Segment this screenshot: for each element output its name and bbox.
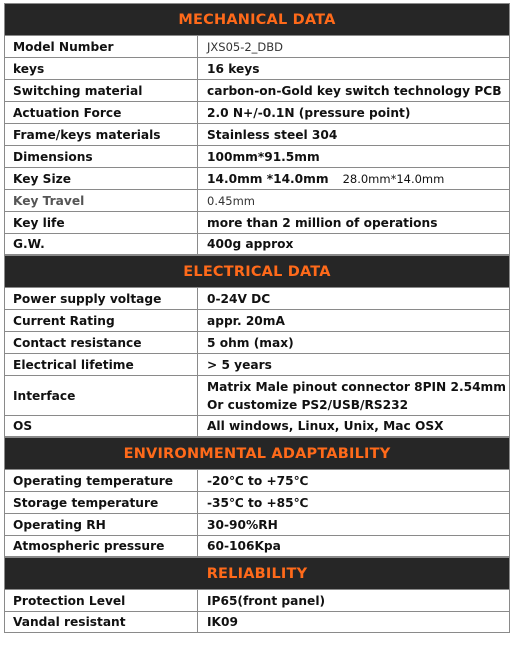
section-header-mechanical: MECHANICAL DATA: [5, 3, 509, 35]
table-row: [5, 491, 509, 513]
electrical-section: [4, 255, 510, 437]
row-value-primary: 14.0mm *14.0mm: [207, 171, 329, 186]
row-label: keys: [5, 58, 198, 79]
table-row: [5, 79, 509, 101]
row-label: Operating RH: [5, 514, 198, 535]
table-row: [5, 469, 509, 491]
table-row: [5, 611, 509, 633]
row-value: 400g approx: [207, 237, 294, 251]
table-row: [5, 331, 509, 353]
row-value: 2.0 N+/-0.1N (pressure point): [207, 105, 411, 120]
section-header-reliability: RELIABILITY: [5, 557, 509, 589]
table-row: [5, 287, 509, 309]
spec-table: [4, 3, 510, 633]
row-value: -35℃ to +85℃: [207, 495, 309, 510]
table-row: [5, 535, 509, 557]
row-value: JXS05-2_DBD: [207, 39, 284, 54]
row-value: 5 ohm (max): [207, 335, 294, 350]
table-row: [5, 211, 509, 233]
row-label: Key Travel: [5, 190, 198, 211]
row-label: Switching material: [5, 80, 198, 101]
row-value: > 5 years: [207, 357, 272, 372]
row-value: 60-106Kpa: [207, 539, 281, 553]
table-row: [5, 513, 509, 535]
row-label: Interface: [5, 376, 198, 415]
row-value-line-2: Or customize PS2/USB/RS232: [207, 397, 409, 412]
row-label: Storage temperature: [5, 492, 198, 513]
table-row: [5, 353, 509, 375]
section-header-electrical: ELECTRICAL DATA: [5, 255, 509, 287]
row-label: G.W.: [5, 234, 198, 254]
row-value: appr. 20mA: [207, 313, 285, 328]
row-label: Frame/keys materials: [5, 124, 198, 145]
table-row: [5, 57, 509, 79]
table-row: [5, 309, 509, 331]
table-row: [5, 101, 509, 123]
row-value-line-1: Matrix Male pinout connector 8PIN 2.54mm: [207, 379, 506, 394]
row-label: Model Number: [5, 36, 198, 57]
row-value-secondary: 28.0mm*14.0mm: [342, 171, 445, 186]
table-row: [5, 167, 509, 189]
row-label: Key Size: [5, 168, 198, 189]
row-value: IK09: [207, 615, 238, 629]
row-value: -20℃ to +75℃: [207, 473, 309, 488]
row-value: [198, 168, 509, 189]
table-row: [5, 415, 509, 437]
row-label: Vandal resistant: [5, 612, 198, 632]
row-value: Stainless steel 304: [207, 127, 338, 142]
row-value: more than 2 million of operations: [207, 215, 438, 230]
row-label: Key life: [5, 212, 198, 233]
table-row: [5, 35, 509, 57]
mechanical-section: [4, 3, 510, 255]
row-label: Electrical lifetime: [5, 354, 198, 375]
table-row: [5, 589, 509, 611]
row-label: OS: [5, 416, 198, 436]
row-label: Atmospheric pressure: [5, 536, 198, 556]
table-row: [5, 145, 509, 167]
row-value: carbon-on-Gold key switch technology PCB: [207, 83, 502, 98]
row-label: Protection Level: [5, 590, 198, 611]
table-row: [5, 233, 509, 255]
table-row: [5, 375, 509, 415]
row-value: 16 keys: [207, 61, 260, 76]
environmental-section: [4, 437, 510, 557]
row-value: 0-24V DC: [207, 291, 271, 306]
row-value: [198, 376, 509, 415]
row-label: Operating temperature: [5, 470, 198, 491]
row-value: 100mm*91.5mm: [207, 149, 320, 164]
table-row: [5, 189, 509, 211]
table-row: [5, 123, 509, 145]
reliability-section: [4, 557, 510, 633]
row-value: All windows, Linux, Unix, Mac OSX: [207, 419, 444, 433]
row-label: Current Rating: [5, 310, 198, 331]
row-value: IP65(front panel): [207, 593, 326, 608]
section-header-environmental: ENVIRONMENTAL ADAPTABILITY: [5, 437, 509, 469]
row-label: Contact resistance: [5, 332, 198, 353]
row-label: Actuation Force: [5, 102, 198, 123]
row-value: 0.45mm: [207, 193, 256, 208]
row-label: Dimensions: [5, 146, 198, 167]
row-label: Power supply voltage: [5, 288, 198, 309]
row-value: 30-90%RH: [207, 517, 278, 532]
